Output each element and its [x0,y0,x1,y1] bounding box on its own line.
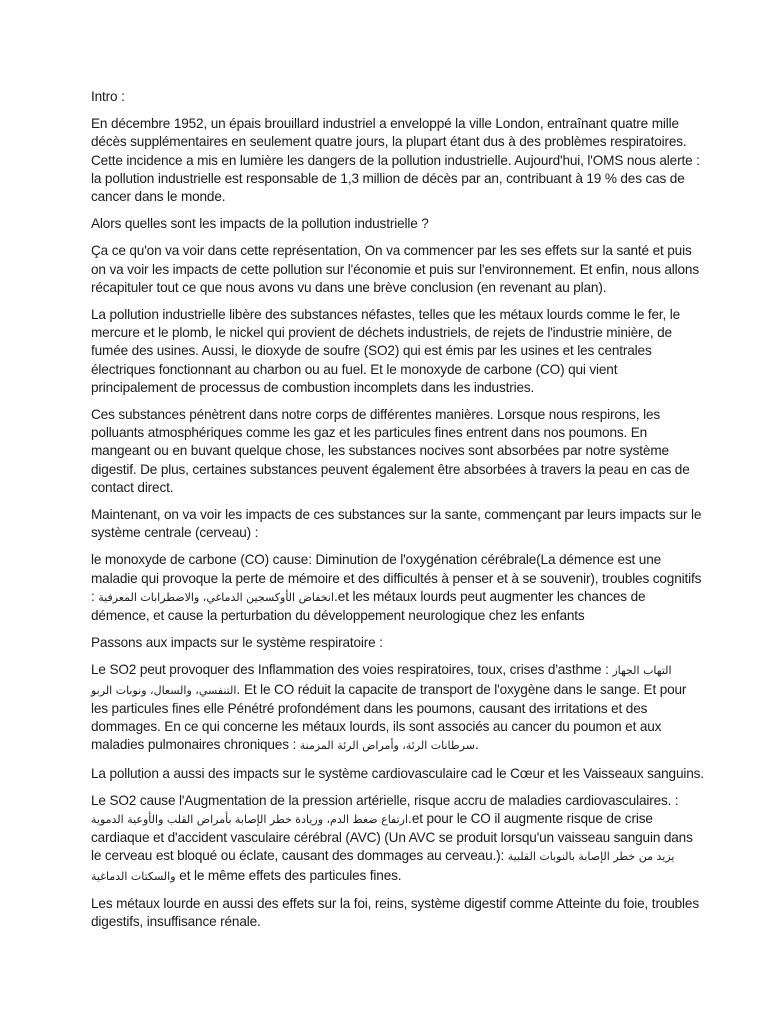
paragraph-substances: La pollution industrielle libère des substances néfastes, telles que les métaux lourds comme le fer, le mercure et le plomb, le nickel qui provient de déchets industriels, de rejets de l'industrie minière, de fumée des usines. Aussi, le dioxyde de soufre (SO2) qui est émis par les usines et les centrales électriques fonctionnant au charbon ou au fuel. Et le monoxyde de carbone (CO) qui vient principalement de processus de combustion incomplets dans les industries. [91,307,681,395]
paragraph-exposure: Ces substances pénètrent dans notre corps de différentes manières. Lorsque nous respirons, les polluants atmosphériques comme les gaz et les particules fines entrent dans nos poumons. En mangeant ou en buvant quelque chose, les substances nocives sont absorbées par notre système digestif. De plus, certaines substances peuvent également être absorbées à travers la peau en cas de contact direct. [91,407,690,495]
paragraph-london-smog: En décembre 1952, un épais brouillard industriel a enveloppé la ville London, entraînant quatre mille décès supplémentaires en seulement quatre jours, la plupart étant dus à des problèmes respiratoires. Cette incidence a mis en lumière les dangers de la pollution industrielle. Aujourd'hui, l'OMS nous alerte : la pollution industrielle est responsable de 1,3 million de décès par an, contribuant à 19 % des cas de cancer dans le monde. [91,116,700,205]
text-segment: Le SO2 peut provoquer des Inflammation des voies respiratoires, toux, crises d'asthme : [91,662,613,678]
text-segment: Le SO2 cause l'Augmentation de la pression artérielle, risque accru de maladies cardiovasculaires. : [91,792,679,808]
text-segment: . Et le CO réduit la capacite de transport de l'oxygène dans le sange. Et pour les particules fines elle Pénétré profondément dans les poumons, causant des irritations et des dommages. En ce qui concerne les métaux lourds, ils sont associés au cancer du poumon et aux maladies pulmonaires chroniques : [91,681,687,753]
text-segment: le monoxyde de carbone (CO) cause: Diminution de l'oxygénation cérébrale(La démence est une maladie qui provoque la perte de mémoire et des difficultés à penser et à se souvenir), troubles cognitifs : [91,552,702,604]
paragraph-brain-intro: Maintenant, on va voir les impacts de ces substances sur la sante, commençant par leurs impacts sur le système centrale (cerveau) : [91,507,702,541]
text-segment: . [474,737,479,753]
paragraph-cardio-intro: La pollution a aussi des impacts sur le système cardiovasculaire cad le Cœur et les Vaisseaux sanguins. [91,765,704,781]
paragraph-plan: Ça ce qu'on va voir dans cette représentation, On va commencer par les ses effets sur la santé et puis on va voir les impacts de cette pollution sur l'économie et puis sur l'environnement. Et enfin, nous allons récapituler tout ce que nous avons vu dans une brève conclusion (en revenant au plan). [91,243,699,295]
paragraph-brain-effects [91,551,706,625]
paragraph-cardio-effects [91,792,706,886]
paragraph-question: Alors quelles sont les impacts de la pollution industrielle ? [91,216,429,232]
intro-heading: Intro : [91,89,125,104]
arabic-translation: التهاب الجهاز التنفسي، والسعال، ونوبات الربو [91,664,672,697]
paragraph-respiratory-effects [91,661,706,755]
text-segment: .et pour le CO il augmente risque de crise cardiaque et d'accident vasculaire cérébral (AVC) (Un AVC se produit lorsqu'un vaisseau sanguin dans le cerveau est bloqué ou éclate, causant des dommages au cerveau.): [91,810,693,864]
document-page [91,88,706,940]
paragraph-heavy-metals: Les métaux lourde en aussi des effets sur la foi, reins, système digestif comme Atteinte du foie, troubles digestifs, insuffisance rénale. [91,895,699,929]
arabic-translation: سرطانات الرئة، وأمراض الرئة المزمنة [299,739,475,753]
text-segment: et le même effets des particules fines. [175,867,402,883]
arabic-translation: يزيد من خطر الإصابة بالنوبات القلبية والسكتات الدماغية [91,850,675,883]
arabic-translation: انخفاض الأوكسجين الدماغي، والاضطرابات المعرفية [98,590,335,604]
text-segment: .et les métaux lourds peut augmenter les chances de démence, et cause la perturbation du développement neurologique chez les enfants [91,588,646,624]
paragraph-respiratory-intro: Passons aux impacts sur le système respiratoire : [91,635,383,651]
arabic-translation: ارتفاع ضغط الدم، وزيادة خطر الإصابة بأمراض القلب والأوعية الدموية [91,812,409,826]
